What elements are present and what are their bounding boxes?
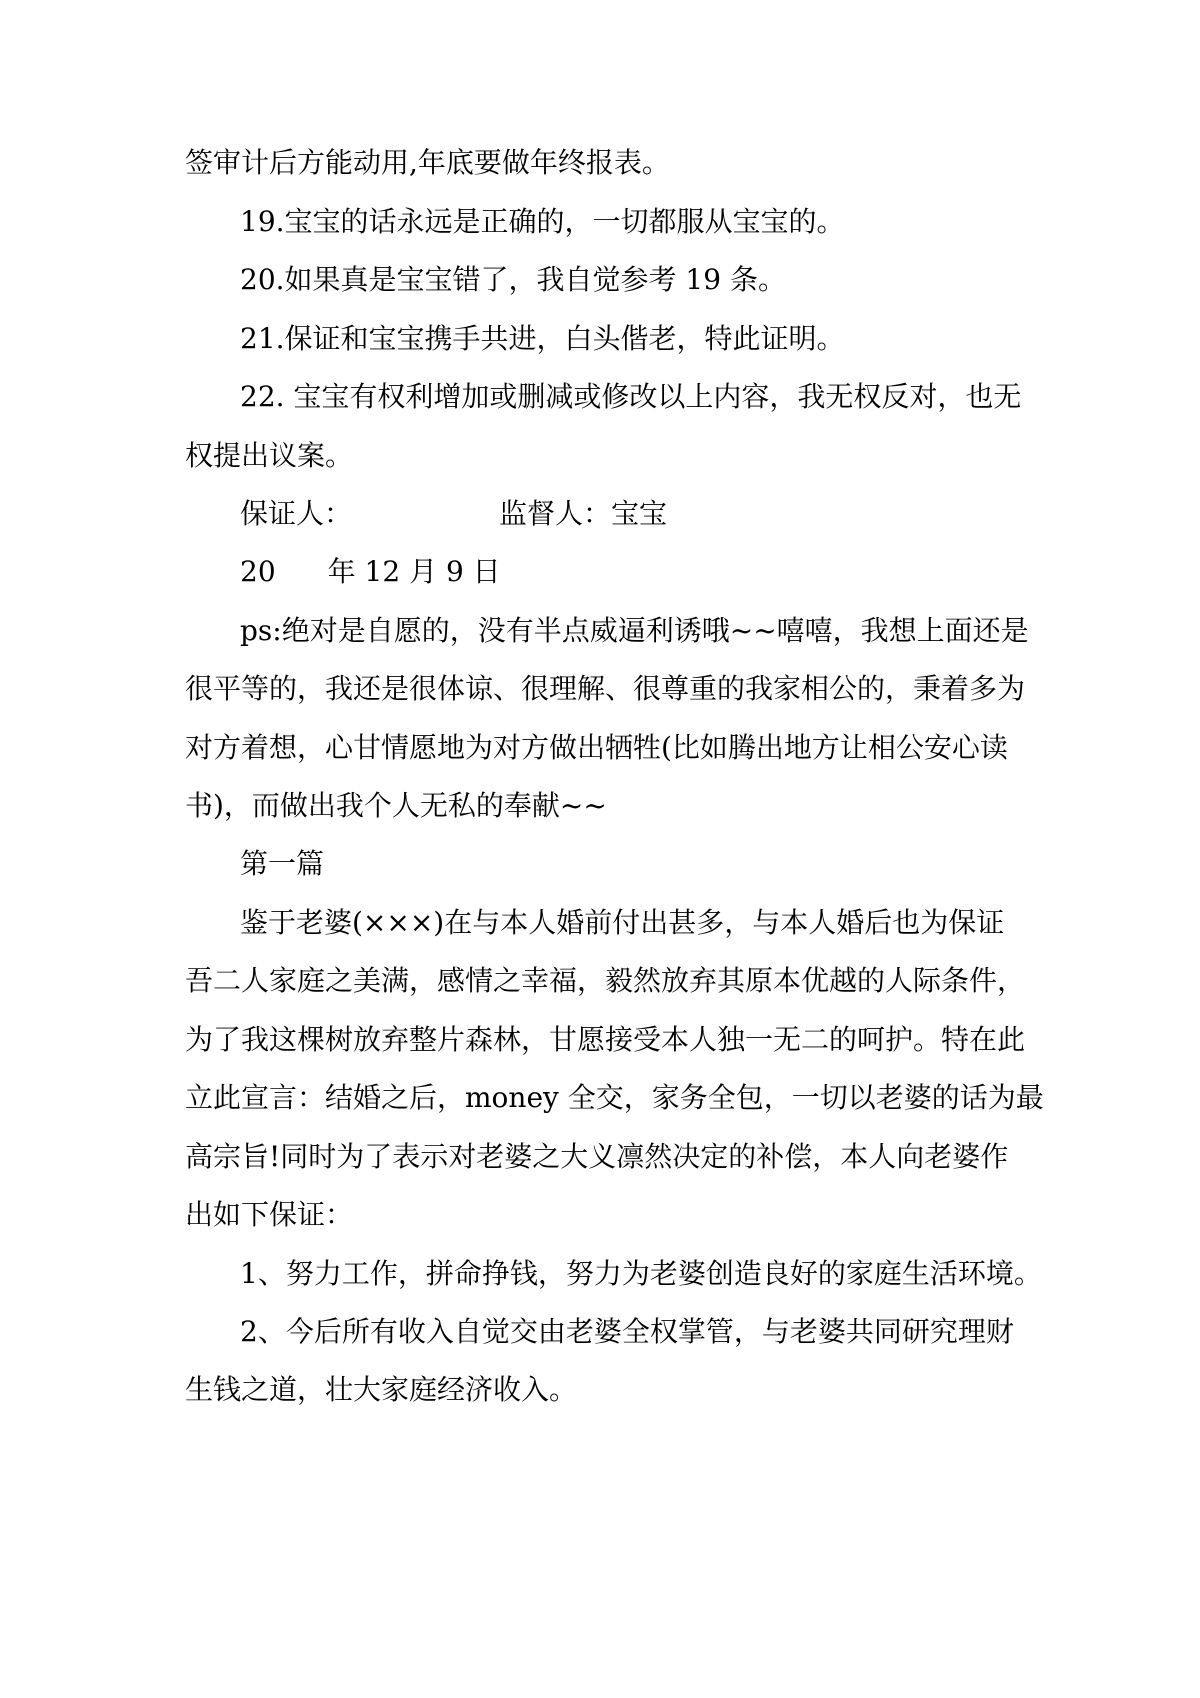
clause-20: 20.如果真是宝宝错了，我自觉参考 19 条。 — [240, 263, 786, 296]
paragraph-line: 为了我这棵树放弃整片森林，甘愿接受本人独一无二的呵护。特在此 — [185, 1023, 1026, 1056]
paragraph-line: 出如下保证： — [185, 1198, 354, 1231]
section-heading: 第一篇 — [240, 847, 325, 880]
promise-2: 2、今后所有收入自觉交由老婆全权掌管，与老婆共同研究理财 — [240, 1315, 1014, 1348]
clause-19: 19.宝宝的话永远是正确的，一切都服从宝宝的。 — [240, 205, 845, 238]
clause-21: 21.保证和宝宝携手共进，白头偕老，特此证明。 — [240, 322, 845, 355]
clause-22: 22. 宝宝有权利增加或删减或修改以上内容，我无权反对，也无 — [240, 380, 1022, 413]
ps-paragraph: ps:绝对是自愿的，没有半点威逼利诱哦~~嘻嘻，我想上面还是 — [240, 614, 1029, 647]
paragraph-line: 权提出议案。 — [185, 439, 354, 472]
paragraph-line: 很平等的，我还是很体谅、很理解、很尊重的我家相公的，秉着多为 — [185, 672, 1026, 705]
supervisor-label: 监督人：宝宝 — [499, 497, 668, 530]
guarantor-label: 保证人： — [240, 497, 353, 530]
intro-paragraph: 鉴于老婆(×××)在与本人婚前付出甚多，与本人婚后也为保证 — [240, 906, 1005, 939]
paragraph-line: 书)，而做出我个人无私的奉献~~ — [185, 789, 607, 822]
paragraph-line: 对方着想，心甘情愿地为对方做出牺牲(比如腾出地方让相公安心读 — [185, 731, 1008, 764]
date-line — [240, 552, 501, 592]
signature-line — [240, 494, 667, 534]
paragraph-line: 立此宣言：结婚之后，money 全交，家务全包，一切以老婆的话为最 — [185, 1081, 1044, 1114]
paragraph-line: 吾二人家庭之美满，感情之幸福，毅然放弃其原本优越的人际条件， — [185, 964, 1026, 997]
paragraph-line: 生钱之道，壮大家庭经济收入。 — [185, 1373, 578, 1406]
date-rest: 年 12 月 9 日 — [327, 555, 501, 588]
paragraph-line: 签审计后方能动用,年底要做年终报表。 — [185, 146, 670, 179]
paragraph-line: 高宗旨!同时为了表示对老婆之大义凛然决定的补偿，本人向老婆作 — [185, 1140, 1009, 1173]
date-year: 20 — [240, 555, 276, 588]
promise-1: 1、努力工作，拼命挣钱，努力为老婆创造良好的家庭生活环境。 — [240, 1257, 1042, 1290]
